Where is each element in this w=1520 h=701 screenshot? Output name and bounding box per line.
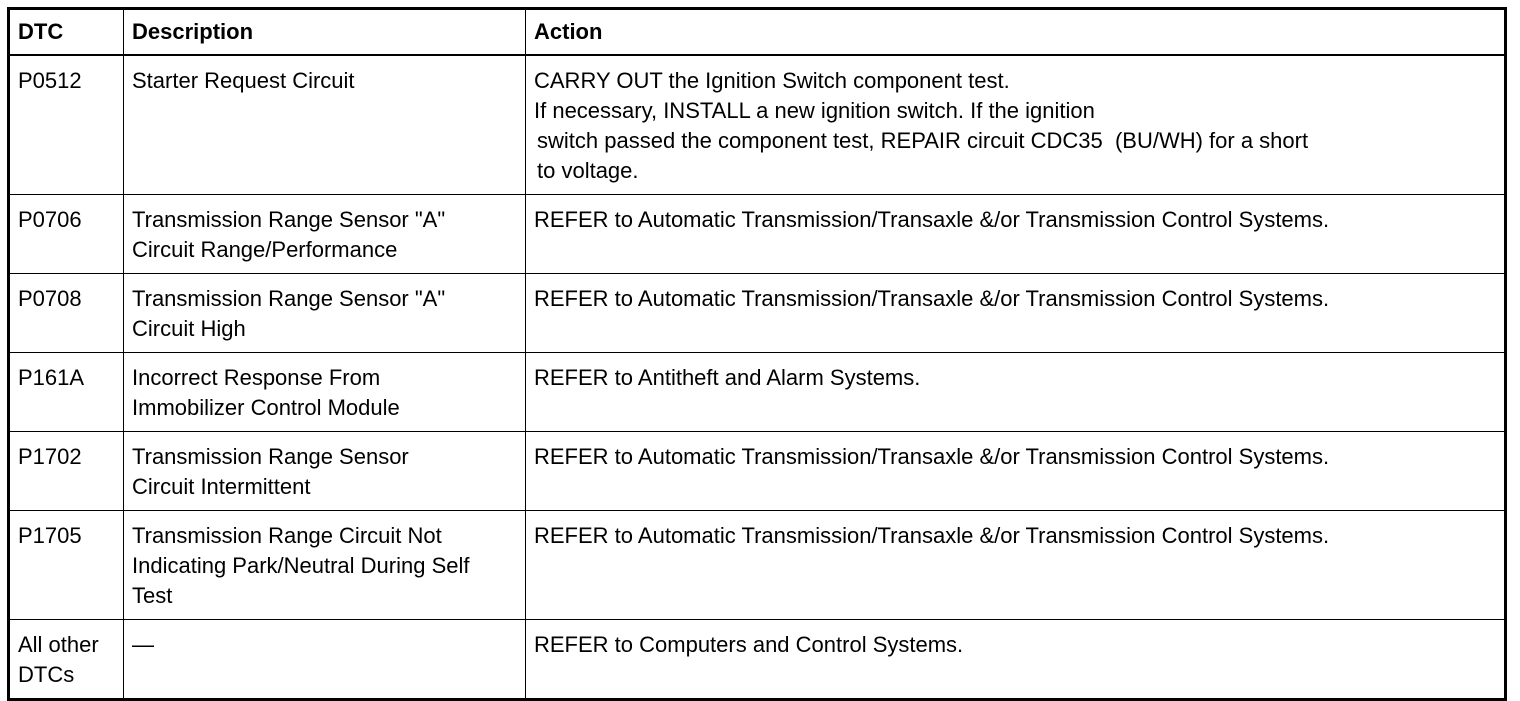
description-line: Incorrect Response From <box>132 365 381 390</box>
action-cell <box>526 432 1506 511</box>
action-line: If necessary, INSTALL a new ignition switch. If the ignition <box>534 98 1095 123</box>
description-cell <box>124 432 526 511</box>
table-row <box>9 195 1506 274</box>
dtc-code: P1705 <box>18 523 82 548</box>
dtc-code: All other <box>18 632 99 657</box>
dtc-code: P0512 <box>18 68 82 93</box>
description-line: Test <box>132 583 173 608</box>
action-line: to voltage. <box>537 158 639 183</box>
header-dtc: DTC <box>9 9 124 56</box>
description-cell <box>124 353 526 432</box>
description-line: Circuit Range/Performance <box>132 237 398 262</box>
action-line: REFER to Automatic Transmission/Transaxle &/or Transmission Control Systems. <box>534 523 1330 548</box>
description-cell <box>124 620 526 700</box>
description-line: Circuit High <box>132 316 246 341</box>
action-line: CARRY OUT the Ignition Switch component test. <box>534 68 1010 93</box>
dtc-code-cell <box>9 620 124 700</box>
description-line: Transmission Range Sensor <box>132 444 409 469</box>
action-cell <box>526 353 1506 432</box>
table-row <box>9 55 1506 195</box>
header-description: Description <box>124 9 526 56</box>
dtc-code-cell <box>9 511 124 620</box>
description-cell <box>124 274 526 353</box>
description-line: Immobilizer Control Module <box>132 395 400 420</box>
description-line: Transmission Range Circuit Not <box>132 523 442 548</box>
dtc-code: P161A <box>18 365 85 390</box>
action-line: REFER to Computers and Control Systems. <box>534 632 964 657</box>
dtc-code-cell <box>9 195 124 274</box>
description-line: Transmission Range Sensor "A" <box>132 286 446 311</box>
dtc-code: P0708 <box>18 286 82 311</box>
action-cell <box>526 55 1506 195</box>
table-row <box>9 511 1506 620</box>
description-cell <box>124 511 526 620</box>
table-row <box>9 620 1506 700</box>
description-line: Indicating Park/Neutral During Self <box>132 553 470 578</box>
action-line: REFER to Antitheft and Alarm Systems. <box>534 365 921 390</box>
dtc-code-cell <box>9 432 124 511</box>
table-row <box>9 432 1506 511</box>
action-cell <box>526 274 1506 353</box>
action-cell <box>526 511 1506 620</box>
table-row <box>9 353 1506 432</box>
dtc-code-cell <box>9 55 124 195</box>
dtc-code-cell <box>9 274 124 353</box>
action-cell <box>526 195 1506 274</box>
action-line: REFER to Automatic Transmission/Transaxle &/or Transmission Control Systems. <box>534 444 1330 469</box>
description-line: — <box>132 632 154 657</box>
dtc-table <box>7 7 1507 701</box>
header-row <box>9 9 1506 56</box>
action-line: REFER to Automatic Transmission/Transaxle &/or Transmission Control Systems. <box>534 207 1330 232</box>
action-cell <box>526 620 1506 700</box>
header-action: Action <box>526 9 1506 56</box>
dtc-code-cell <box>9 353 124 432</box>
description-cell <box>124 55 526 195</box>
action-line: REFER to Automatic Transmission/Transaxle &/or Transmission Control Systems. <box>534 286 1330 311</box>
description-line: Circuit Intermittent <box>132 474 311 499</box>
description-line: Starter Request Circuit <box>132 68 355 93</box>
table-row <box>9 274 1506 353</box>
action-line: switch passed the component test, REPAIR circuit CDC35 (BU/WH) for a short <box>537 128 1309 153</box>
dtc-code: DTCs <box>18 662 75 687</box>
description-line: Transmission Range Sensor "A" <box>132 207 446 232</box>
dtc-code: P0706 <box>18 207 82 232</box>
description-cell <box>124 195 526 274</box>
dtc-code: P1702 <box>18 444 82 469</box>
